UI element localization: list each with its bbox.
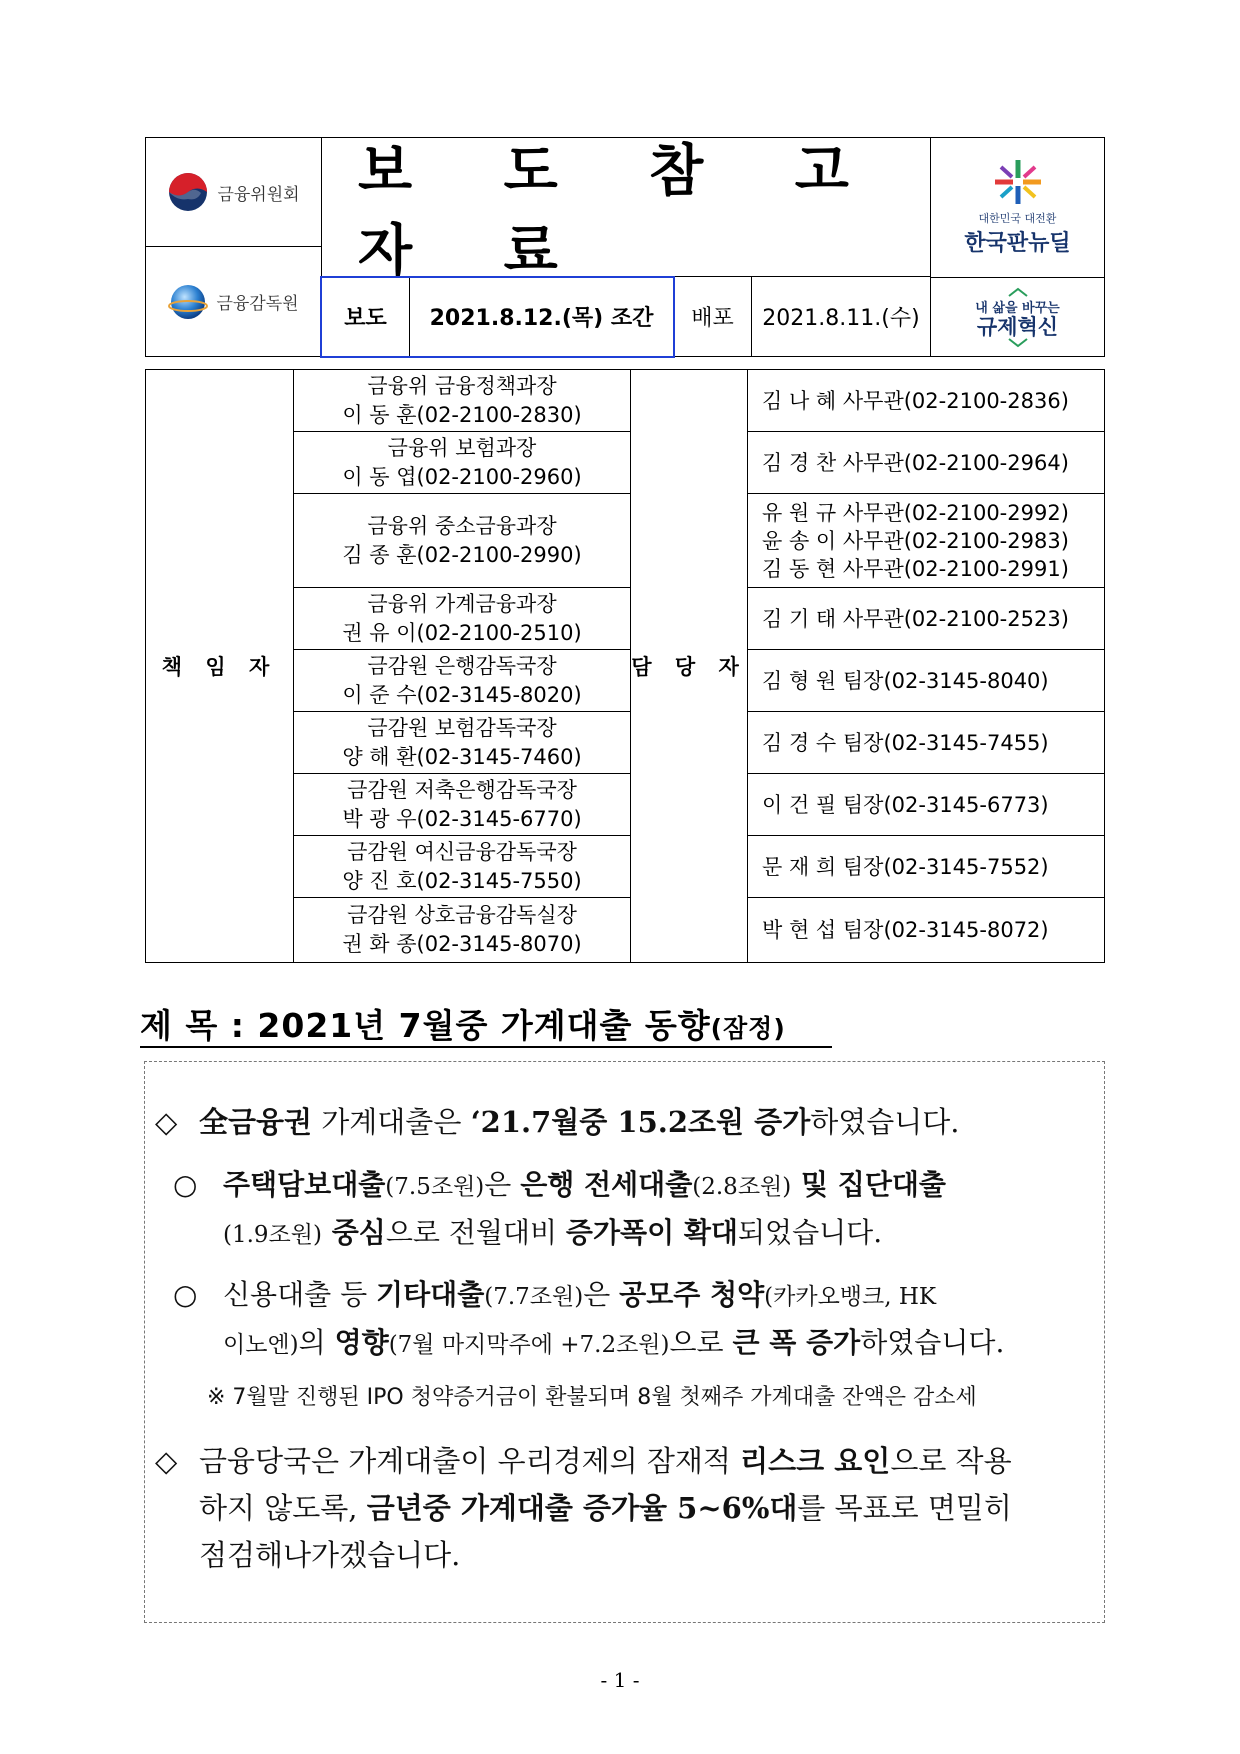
circle-bullet-icon: ○ [173, 1168, 198, 1201]
manager-row [294, 370, 630, 431]
reform-name: 규제혁신 [976, 314, 1059, 339]
text-run: ‘21.7월중 15.2조원 [470, 1105, 745, 1139]
fsc-name: 금융위원회 [217, 184, 300, 205]
text-run: 공모주 청약 [619, 1278, 765, 1311]
text-run: 으로 작용 [890, 1444, 1012, 1478]
manager-dept: 금감원 보험감독국장 [367, 715, 557, 740]
manager-row [294, 835, 630, 897]
text-run: 영향 [334, 1326, 389, 1359]
text-run: 증가 [744, 1105, 811, 1139]
staff-contact: 김 기 태 사무관(02-2100-2523) [762, 606, 1069, 631]
fss-globe-icon [168, 282, 208, 322]
text-run: 으로 전월대비 [385, 1216, 566, 1249]
distribution-date: 2021.8.11.(수) [762, 306, 920, 331]
text-run: (7.7조원) [484, 1284, 584, 1310]
manager-dept: 금감원 은행감독국장 [367, 653, 557, 678]
staff-row [748, 897, 1104, 962]
release-date: 2021.8.12.(목) 조간 [410, 277, 674, 356]
text-run: 으로 [669, 1326, 733, 1359]
chevron-up-icon [1007, 287, 1029, 297]
staff-row [748, 773, 1104, 835]
text-run: 를 목표로 면밀히 [797, 1491, 1012, 1525]
staff-row [748, 587, 1104, 649]
manager-dept: 금융위 가계금융과장 [367, 591, 557, 616]
subject-suffix: (잠정) [710, 1014, 786, 1043]
staff-contact: 김 경 찬 사무관(02-2100-2964) [762, 450, 1069, 475]
manager-dept: 금감원 여신금융감독국장 [347, 839, 577, 864]
staff-contact: 유 원 규 사무관(02-2100-2992) [762, 500, 1069, 525]
summary-subpoint-housing [173, 1162, 946, 1258]
manager-row [294, 649, 630, 711]
manager-row [294, 897, 630, 962]
staff-row [748, 711, 1104, 773]
text-run: (2.8조원) [692, 1174, 792, 1200]
manager-name: 이 준 수(02-3145-8020) [342, 682, 582, 707]
circle-bullet-icon: ○ [173, 1278, 198, 1311]
manager-name: 김 종 훈(02-2100-2990) [342, 542, 582, 567]
manager-dept: 금감원 저축은행감독국장 [347, 777, 577, 802]
chevron-down-icon [1007, 338, 1029, 348]
manager-name: 박 광 우(02-3145-6770) [342, 806, 582, 831]
text-run: 의 [298, 1326, 335, 1359]
text-run: 중심 [321, 1216, 386, 1249]
korean-new-deal-logo [930, 138, 1104, 277]
text-run: 기타대출 [376, 1278, 485, 1311]
staff-contact: 이 건 필 팀장(02-3145-6773) [762, 792, 1049, 817]
staff-contact: 윤 송 이 사무관(02-2100-2983) [762, 528, 1069, 553]
distribution-label: 배포 [674, 277, 752, 356]
text-run: 은행 전세대출 [520, 1168, 693, 1201]
summary-point-2 [155, 1438, 1012, 1579]
manager-dept: 금융위 중소금융과장 [367, 513, 557, 538]
text-run: 全금융권 [199, 1105, 313, 1139]
summary-box [144, 1061, 1105, 1623]
staff-contact: 김 동 현 사무관(02-2100-2991) [762, 556, 1069, 581]
fsc-emblem-icon [167, 171, 209, 213]
diamond-bullet-icon: ◇ [155, 1105, 178, 1139]
text-run: (7월 마지막주에 +7.2조원) [388, 1332, 670, 1358]
manager-row [294, 431, 630, 493]
text-run: 증가폭이 확대 [565, 1216, 738, 1249]
text-run: 하지 않도록, [199, 1491, 367, 1525]
text-run: 큰 폭 증가 [732, 1326, 861, 1359]
text-run: 이노엔) [223, 1332, 299, 1358]
text-run: 점검해나가겠습니다. [199, 1538, 461, 1572]
regulatory-reform-logo [930, 277, 1104, 356]
page-title: 보 도 참 고 자 료 [322, 138, 930, 277]
new-deal-star-icon [991, 158, 1045, 206]
ipo-refund-note: ※ 7월말 진행된 IPO 청약증거금이 환불되며 8월 첫째주 가계대출 잔액은 감소세 [207, 1385, 977, 1410]
manager-name: 양 해 환(02-3145-7460) [342, 744, 582, 769]
fss-logo-cell [146, 247, 322, 356]
text-run: 신용대출 등 [223, 1278, 377, 1311]
contacts-table [145, 369, 1105, 963]
staff-row [748, 370, 1104, 431]
manager-dept: 금감원 상호금융감독실장 [347, 903, 577, 927]
manager-row [294, 773, 630, 835]
diamond-bullet-icon: ◇ [155, 1444, 178, 1478]
subject-main: 2021년 7월중 가계대출 동향 [257, 1006, 711, 1045]
text-run: 하였습니다. [860, 1326, 1005, 1359]
summary-subpoint-other-loans [173, 1272, 1004, 1368]
staff-contact: 문 재 희 팀장(02-3145-7552) [762, 854, 1049, 879]
fss-name: 금융감독원 [216, 294, 299, 314]
text-run: 금년중 가계대출 증가율 5~6%대 [366, 1491, 798, 1525]
text-run: 가계대출은 [312, 1105, 471, 1139]
page-number: - 1 - [600, 1668, 640, 1692]
text-run: 되었습니다. [737, 1216, 883, 1249]
press-header-table [145, 137, 1105, 357]
subject-underline [140, 1046, 832, 1048]
staff-contact: 김 나 혜 사무관(02-2100-2836) [762, 388, 1069, 413]
staff-contact: 김 경 수 팀장(02-3145-7455) [762, 730, 1049, 755]
managers-label: 책 임 자 [146, 370, 294, 962]
staff-row [748, 493, 1104, 587]
manager-name: 권 화 종(02-3145-8070) [342, 932, 582, 956]
release-label: 보도 [322, 277, 410, 356]
manager-row [294, 587, 630, 649]
manager-row [294, 711, 630, 773]
text-run: 금융당국은 가계대출이 우리경제의 잠재적 [199, 1444, 741, 1478]
new-deal-name: 한국판뉴딜 [964, 231, 1071, 256]
subject-heading [140, 1000, 786, 1047]
summary-point-1 [155, 1100, 960, 1141]
text-run: (카카오뱅크, HK [764, 1284, 937, 1310]
staff-row [748, 431, 1104, 493]
manager-name: 이 동 훈(02-2100-2830) [342, 402, 582, 427]
new-deal-tagline: 대한민국 대전환 [978, 212, 1057, 225]
staff-row [748, 835, 1104, 897]
staff-label: 담 당 자 [630, 370, 748, 962]
text-run: (7.5조원) [385, 1174, 485, 1200]
manager-dept: 금융위 보험과장 [387, 435, 537, 460]
manager-name: 권 유 이(02-2100-2510) [342, 620, 582, 645]
staff-contact: 박 현 섭 팀장(02-3145-8072) [762, 918, 1049, 942]
staff-row [748, 649, 1104, 711]
reform-tagline: 내 삶을 바꾸는 [975, 300, 1060, 316]
text-run: (1.9조원) [223, 1222, 322, 1248]
manager-name: 이 동 엽(02-2100-2960) [342, 464, 582, 489]
manager-dept: 금융위 금융정책과장 [367, 373, 557, 398]
text-run: 은 [583, 1278, 620, 1311]
manager-name: 양 진 호(02-3145-7550) [342, 868, 582, 893]
text-run: 리스크 요인 [740, 1444, 891, 1478]
staff-contact: 김 형 원 팀장(02-3145-8040) [762, 668, 1049, 693]
text-run: 집단대출 [837, 1168, 946, 1201]
text-run: 은 [484, 1168, 521, 1201]
text-run: 주택담보대출 [223, 1168, 386, 1201]
text-run: 하였습니다. [810, 1105, 960, 1139]
text-run: 및 [791, 1168, 838, 1201]
fsc-logo-cell [146, 138, 322, 247]
manager-row [294, 493, 630, 587]
subject-prefix: 제 목 : [140, 1006, 258, 1045]
